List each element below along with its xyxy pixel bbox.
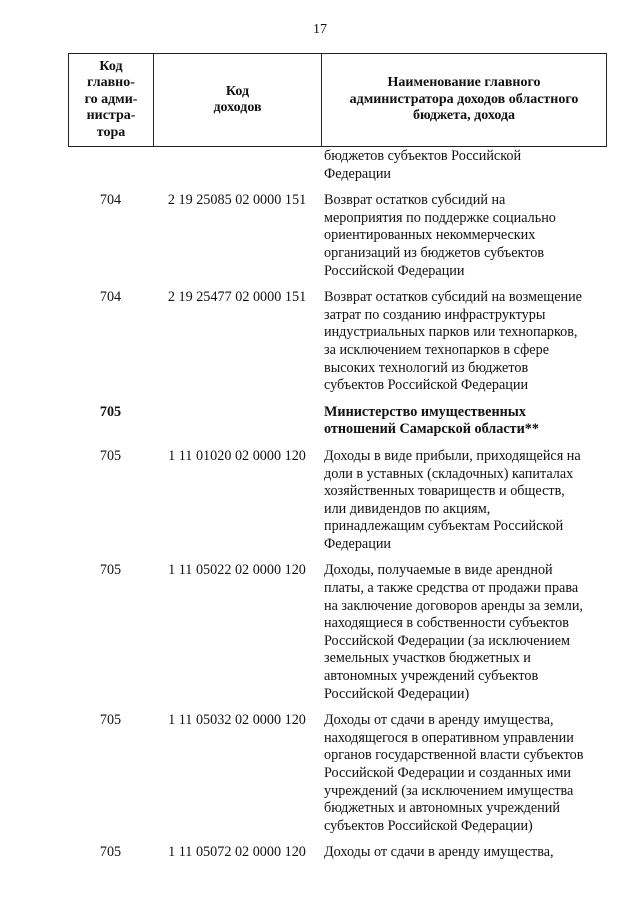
name-line: субъектов Российской Федерации) bbox=[324, 817, 533, 834]
name-line: Российской Федерации) bbox=[324, 685, 470, 702]
name-line: организаций из бюджетов субъектов bbox=[324, 244, 545, 261]
header-code-line: доходов bbox=[213, 100, 262, 115]
income-code-cell: 2 19 25477 02 0000 151 bbox=[167, 289, 307, 306]
header-admin-line: главно- bbox=[87, 75, 135, 91]
header-name-line: бюджета, дохода bbox=[412, 108, 516, 124]
income-code-cell: 1 11 05022 02 0000 120 bbox=[168, 562, 306, 579]
name-line: находящегося в оперативном управлении bbox=[324, 729, 574, 746]
table-row bbox=[68, 844, 608, 862]
name-line: Российской Федерации и созданных ими bbox=[324, 765, 571, 781]
header-income-code bbox=[154, 54, 322, 147]
name-line: или дивидендов по акциям, bbox=[324, 500, 491, 517]
name-line: доли в уставных (складочных) капиталах bbox=[324, 465, 574, 482]
admin-code-cell: 705 bbox=[99, 447, 122, 464]
name-line: индустриальных парков или технопарков, bbox=[324, 324, 578, 341]
header-name-line: Наименование главного bbox=[387, 75, 541, 91]
name-line: Министерство имущественных bbox=[324, 403, 526, 420]
header-admin-code bbox=[69, 54, 154, 147]
header-name-line: администратора доходов областного bbox=[349, 91, 579, 107]
table-row bbox=[68, 404, 608, 439]
income-code-cell bbox=[153, 404, 321, 439]
header-admin-line: тора bbox=[96, 124, 126, 140]
admin-code-cell: 704 bbox=[99, 289, 122, 306]
name-cell bbox=[321, 148, 609, 183]
name-line: высоких технологий из бюджетов bbox=[324, 359, 529, 376]
name-line: платы, а также средства от продажи права bbox=[324, 580, 579, 597]
admin-code-cell: 705 bbox=[99, 844, 122, 861]
name-cell bbox=[321, 844, 609, 862]
admin-code-cell: 705 bbox=[99, 562, 122, 579]
name-line: мероприятия по поддержке социально bbox=[324, 209, 556, 226]
name-line: Возврат остатков субсидий на возмещение bbox=[324, 289, 582, 306]
name-line: бюджетных и автономных учреждений bbox=[324, 800, 560, 817]
admin-code-cell: 705 bbox=[99, 712, 122, 729]
income-code-cell: 2 19 25085 02 0000 151 bbox=[167, 192, 307, 209]
name-line: земельных участков бюджетных и bbox=[324, 650, 531, 667]
header-name bbox=[322, 54, 607, 147]
name-cell bbox=[321, 404, 609, 439]
table-header bbox=[68, 53, 607, 147]
name-line: Доходы, получаемые в виде арендной bbox=[324, 562, 553, 579]
name-line: на заключение договоров аренды за земли, bbox=[324, 597, 583, 614]
name-line: субъектов Российской Федерации bbox=[324, 377, 529, 394]
name-line: находящиеся в собственности субъектов bbox=[324, 615, 569, 632]
name-line: Российской Федерации bbox=[324, 262, 465, 279]
table-row bbox=[68, 562, 608, 703]
name-cell bbox=[321, 712, 609, 835]
name-line: отношений Самарской области** bbox=[324, 421, 539, 438]
name-line: Федерации bbox=[324, 535, 392, 552]
income-code-cell: 1 11 05072 02 0000 120 bbox=[168, 844, 306, 861]
income-code-cell: 1 11 01020 02 0000 120 bbox=[168, 447, 306, 464]
name-line: за исключением технопарков в сфере bbox=[324, 341, 549, 358]
income-code-cell bbox=[153, 148, 321, 183]
name-line: Российской Федерации (за исключением bbox=[324, 632, 571, 649]
name-line: учреждений (за исключением имущества bbox=[324, 782, 574, 799]
header-code-line: Код bbox=[225, 83, 250, 99]
name-line: ориентированных некоммерческих bbox=[324, 227, 536, 244]
table-body bbox=[68, 148, 608, 871]
header-admin-line: нистра- bbox=[86, 108, 136, 124]
name-cell bbox=[321, 448, 609, 554]
table-row bbox=[68, 448, 608, 554]
name-cell bbox=[321, 192, 609, 280]
name-cell bbox=[321, 289, 609, 395]
table-row bbox=[68, 192, 608, 280]
admin-code-cell: 705 bbox=[99, 403, 122, 420]
name-line: Федерации bbox=[324, 165, 392, 182]
page-number: 17 bbox=[313, 22, 327, 37]
name-line: органов государственной власти субъектов bbox=[324, 747, 584, 764]
name-line: затрат по созданию инфраструктуры bbox=[324, 306, 546, 323]
name-line: Возврат остатков субсидий на bbox=[324, 192, 506, 209]
name-line: Доходы в виде прибыли, приходящейся на bbox=[324, 447, 581, 464]
table-row bbox=[68, 712, 608, 835]
admin-code-cell bbox=[68, 148, 153, 183]
name-line: бюджетов субъектов Российской bbox=[324, 148, 522, 164]
name-cell bbox=[321, 562, 609, 703]
name-line: хозяйственных товариществ и обществ, bbox=[324, 483, 565, 500]
income-code-cell: 1 11 05032 02 0000 120 bbox=[168, 712, 306, 729]
header-admin-line: Код bbox=[99, 58, 123, 74]
table-row bbox=[68, 289, 608, 395]
name-line: принадлежащим субъектам Российской bbox=[324, 518, 564, 535]
admin-code-cell: 704 bbox=[99, 192, 122, 209]
table-row bbox=[68, 148, 608, 183]
name-line: Доходы от сдачи в аренду имущества, bbox=[324, 712, 554, 729]
header-admin-line: го адми- bbox=[84, 91, 138, 107]
name-line: Доходы от сдачи в аренду имущества, bbox=[324, 844, 554, 861]
name-line: автономных учреждений субъектов bbox=[324, 668, 539, 685]
